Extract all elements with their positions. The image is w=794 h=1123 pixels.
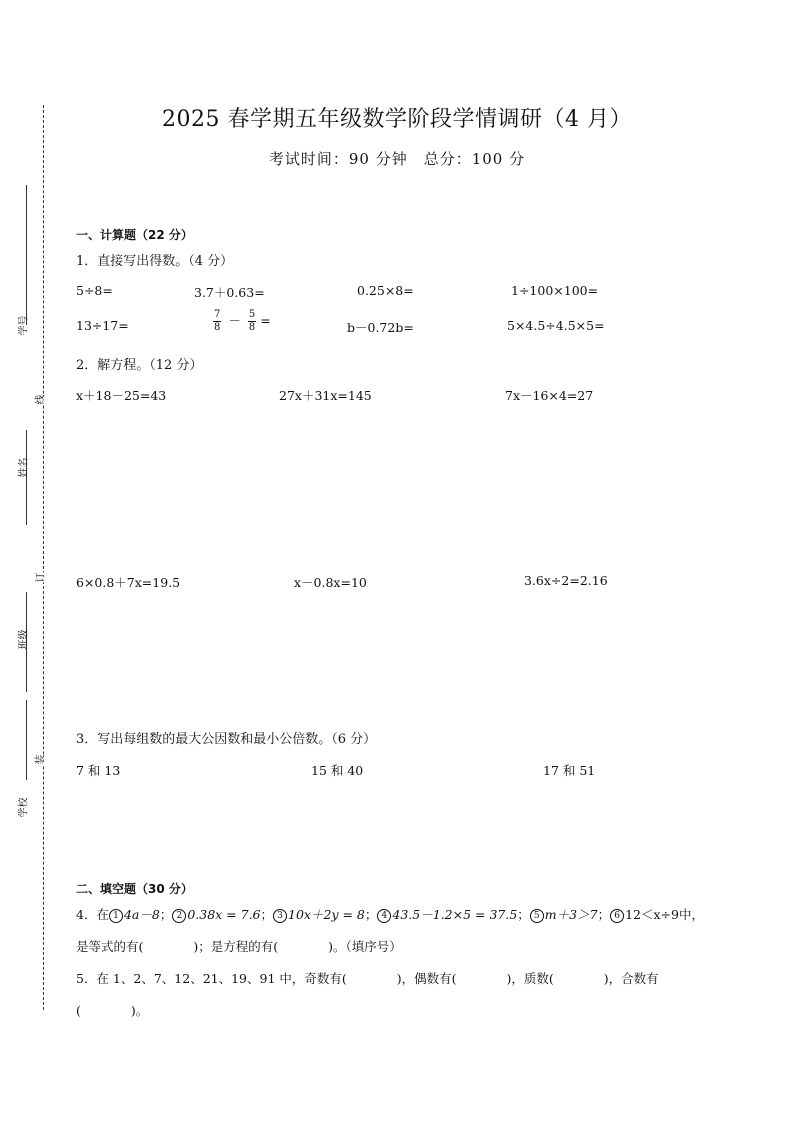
q4-line2: 是等式的有( )；是方程的有( )。（填序号） — [76, 939, 402, 954]
equation: x＋18－25=43 — [76, 388, 167, 403]
section2-heading: 二、填空题（30 分） — [76, 882, 193, 896]
circled-number: 3 — [273, 909, 287, 923]
circled-number: 6 — [610, 909, 624, 923]
school-line — [26, 700, 27, 780]
class-label: 班级 — [18, 629, 30, 650]
section1-heading: 一、计算题（22 分） — [76, 228, 193, 242]
q1-prompt: 1．直接写出得数。（4 分） — [76, 254, 234, 269]
binding-dashed-line — [43, 105, 44, 1010]
q1-item: 1÷100×100= — [511, 283, 599, 298]
equation: x－0.8x=10 — [294, 575, 367, 590]
circled-number: 5 — [530, 909, 544, 923]
binding-mark-bind: 装 — [32, 755, 47, 765]
q1-item: 5÷8= — [76, 283, 113, 298]
q1-item: 13÷17= — [76, 318, 129, 333]
student-id-line — [26, 185, 27, 325]
exam-info: 考试时间：90 分钟 总分：100 分 — [268, 150, 526, 168]
school-label: 学校 — [18, 797, 30, 818]
number-pair: 7 和 13 — [76, 763, 121, 778]
q1-item: 0.25×8= — [357, 283, 414, 298]
name-label: 姓名 — [18, 457, 30, 478]
circled-number: 2 — [172, 909, 186, 923]
q4-line1: 4．在 1 4a－8； 2 0.38x = 7.6； 3 10x＋2y = 8； 4 43.5－1.2×5 = 37.5； 5 m＋3＞7； 6 12＜x÷9中， — [76, 907, 704, 922]
q5-line2: ( )。 — [76, 1003, 149, 1018]
q1-item: b－0.72b= — [347, 320, 414, 335]
name-line — [26, 430, 27, 525]
circled-number: 4 — [377, 909, 391, 923]
fraction: $\frac{5}{8}$ — [248, 309, 256, 333]
equation: 6×0.8＋7x=19.5 — [76, 575, 181, 590]
circled-number: 1 — [109, 909, 123, 923]
equation: 7x－16×4=27 — [505, 388, 594, 403]
binding-mark-line: 线 — [32, 395, 47, 405]
q2-prompt: 2．解方程。（12 分） — [76, 358, 203, 373]
q1-item: 5×4.5÷4.5×5= — [507, 318, 605, 333]
q5-line1: 5．在 1、2、7、12、21、19、91 中，奇数有( )，偶数有( )，质数( )，合数有 — [76, 971, 659, 986]
fraction: $\frac{7}{8}$ — [214, 309, 221, 333]
binding-mark-staple: 订 — [32, 573, 47, 583]
equation: 27x＋31x=145 — [279, 388, 372, 403]
q1-item: 3.7＋0.63= — [194, 285, 265, 300]
q1-fraction-item: $\frac{7}{8}$ － $\frac{5}{8}$ = — [214, 309, 271, 333]
student-id-label: 学号 — [18, 315, 30, 336]
equation: 3.6x÷2=2.16 — [524, 573, 608, 588]
page-title: 2025 春学期五年级数学阶段学情调研（4 月） — [162, 107, 632, 132]
number-pair: 15 和 40 — [311, 763, 364, 778]
q3-prompt: 3．写出每组数的最大公因数和最小公倍数。（6 分） — [76, 732, 377, 747]
number-pair: 17 和 51 — [543, 763, 596, 778]
